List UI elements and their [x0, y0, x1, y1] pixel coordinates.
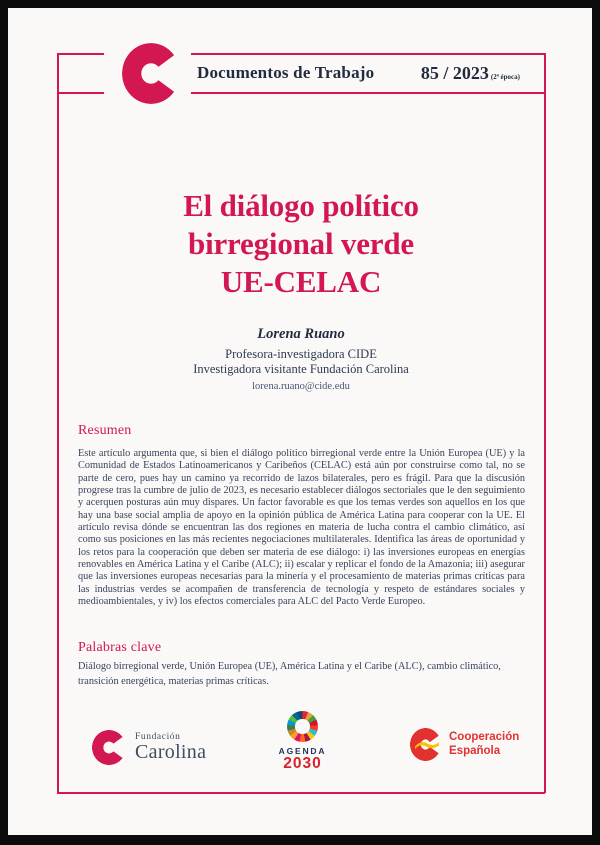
carolina-label: Carolina: [135, 741, 207, 763]
keywords-heading: Palabras clave: [78, 640, 162, 655]
header-band-bottom-left-rule: [57, 92, 104, 94]
cooperacion-espanola-logo: [410, 728, 519, 761]
abstract-text: Este artículo argumenta que, si bien el diálogo político birregional verde entre la Unión Europea (UE) y la Comunidad de Estados Latinoamericanos y Caribeños (CELAC) está aún por construirse como tal, no se parte de cero, pues hay un camino ya recorrido de lazos bilaterales, pero es frágil. Para que la discusión progrese tras la cumbre de julio de 2023, es necesario establecer diálogos sectoriales que le den seguimiento y acerquen posturas aún muy dispares. Un factor favorable es que los temas verdes son aquellos en los que hay una base social amplia de apoyo en la opinión pública de América Latina para cooperar con la UE. El artículo revisa dónde se encuentran las dos regiones en materia de lucha contra el cambio climático, así como sus posiciones en las más recientes negociaciones multilaterales. Identifica las áreas de oportunidad y los retos para la cooperación que deben ser materia de ese diálogo: i) las inversiones europeas en energías renovables en América Latina y el Caribe (ALC); ii) escalar y replicar el fondo de la Amazonia; iii) asegurar que las inversiones europeas necesarias para la minería y el procesamiento de materias primas críticas para las industrias verdes se acompañen de transferencia de tecnología y respeto de estándares sociales y medioambientales, y iv) los efectos comerciales para ALC del Pacto Verde Europeo.: [78, 448, 525, 608]
frame-bottom-rule: [57, 792, 545, 794]
fundacion-carolina-c-small-icon: [92, 730, 126, 765]
header-band-top-left-rule: [57, 53, 104, 55]
frame-left-rule: [57, 53, 59, 793]
title-line-2: birregional verde: [188, 226, 414, 261]
author-affiliation-1: Profesora-investigadora CIDE: [225, 347, 377, 361]
frame-right-rule: [544, 53, 546, 793]
agenda-2030-logo: [260, 711, 345, 772]
fundacion-carolina-wordmark: [135, 730, 206, 762]
title-line-3: UE-CELAC: [220, 264, 382, 299]
document-page: [8, 8, 592, 835]
document-title: [57, 187, 545, 301]
keywords-text: Diálogo birregional verde, Unión Europea (UE), América Latina y el Caribe (ALC), cambio climático, transición energética, materias primas críticas.: [78, 661, 501, 687]
title-line-1: El diálogo político: [183, 188, 419, 223]
issue-number: 85 / 2023 (2ª época): [420, 62, 520, 83]
sdg-wheel-icon: [287, 711, 318, 742]
fundacion-carolina-c-icon: [122, 43, 180, 104]
header-band: [191, 53, 545, 93]
author-block: [57, 326, 545, 392]
author-name: Lorena Ruano: [257, 326, 345, 342]
abstract-heading: Resumen: [78, 423, 132, 438]
cooperacion-label: Cooperación: [449, 731, 520, 743]
cooperacion-espanola-wordmark: [449, 731, 519, 758]
author-email: lorena.ruano@cide.edu: [252, 381, 350, 392]
cooperacion-espanola-c-icon: [410, 728, 441, 761]
fundacion-carolina-logo: [92, 730, 206, 765]
author-affiliation-2: Investigadora visitante Fundación Carolina: [193, 362, 409, 376]
issue-epoch-note: (2ª época): [490, 72, 520, 81]
yellow-wave-icon: [415, 740, 439, 750]
agenda-year: 2030: [283, 755, 322, 772]
series-title: Documentos de Trabajo: [197, 63, 375, 82]
agenda-label: AGENDA: [278, 746, 327, 756]
fundacion-label: Fundación: [135, 732, 181, 742]
espanola-label: Española: [449, 744, 501, 757]
